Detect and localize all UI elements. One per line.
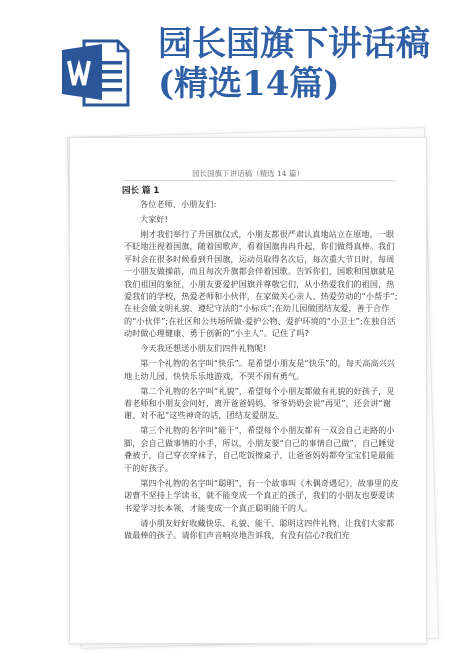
title-line-1: 园长国旗下讲话稿 xyxy=(158,24,430,64)
paragraph: 刚才我们举行了升国旗仪式，小朋友都很严肃认真地站立在原地，一眼不眨地注视着国旗，随着国歌声，看着国旗冉冉升起，你们做得真棒。我们平时会在很多时候看到升国旗，运动员取得名次后，每次重大节日时，每周一小朋友做操前，而且每次升旗都会伴着国歌。告诉你们，国歌和国旗就是我们祖国的象征，小朋友要爱护国旗并尊敬它们，从小热爱我们的祖国，热爱我们的学校，热爱老师和小伙伴，在家做关心亲人、热爱劳动的“小帮手”;在社会做文明礼貌、遵纪守法的“小标兵”;在幼儿园做团结友爱，善于合作的“小伙伴”;在社区和公共场所做-爱护公物、爱护环境的“小卫士”;在独自活动时做心理健康、勇于创新的“小主人”。记住了吗? xyxy=(124,229,398,339)
paragraph: 各位老师、小朋友们: xyxy=(140,199,217,209)
paragraph: 大家好! xyxy=(140,214,168,224)
paragraph: 请小朋友好好收藏快乐、礼貌、能干、聪明这四件礼物，让我们大家都做最棒的孩子。请你们声音响亮地告诉我，有没有信心?我们充 xyxy=(124,517,395,540)
paragraph: 第一个礼物的名字叫“快乐”。是希望小朋友是“快乐”的，每天高高兴兴地上幼儿园，快快乐乐地游戏，不哭不闹有勇气。 xyxy=(124,358,395,381)
paragraph: 第三个礼物的名字叫“能干”，希望每个小朋友都有一双会自己走路的小脚，会自己做事情的小手，所以，小朋友要“自己的事情自己做”，自己睡觉叠被子，自己穿衣穿袜子，自己吃饭擦桌子，让爸爸妈妈都夸宝宝们是最能干的好孩子。 xyxy=(124,425,395,473)
running-head: 园长国旗下讲话稿（精选 14 篇） xyxy=(192,169,304,178)
paragraph: 第二个礼物的名字叫“礼貌”，希望每个小朋友都做有礼貌的好孩子，见着老师和小朋友会问好，离开爸爸妈妈、爷爷奶奶会说“再见”，还会讲“谢谢、对不起”这些神奇的话，团结友爱朋友。 xyxy=(124,385,395,421)
header-divider xyxy=(122,180,396,181)
section-heading: 园长 篇 1 xyxy=(122,186,160,196)
word-document-icon xyxy=(60,37,132,109)
paragraph: 第四个礼物的名字叫“聪明”，有一个故事叫《木偶奇遇记》，故事里的皮诺曹不坚持上学读书，就不能变成一个真正的孩子，我们的小朋友也要爱读书爱学习长本领，才能变成一个真正聪明能干的人。 xyxy=(124,477,399,513)
body-text xyxy=(124,198,400,544)
document-page xyxy=(69,137,427,644)
title-line-2: (精选14篇) xyxy=(158,64,340,104)
paragraph: 今天我还想送小朋友们四件礼物呢! xyxy=(140,343,267,354)
document-title xyxy=(158,24,468,104)
